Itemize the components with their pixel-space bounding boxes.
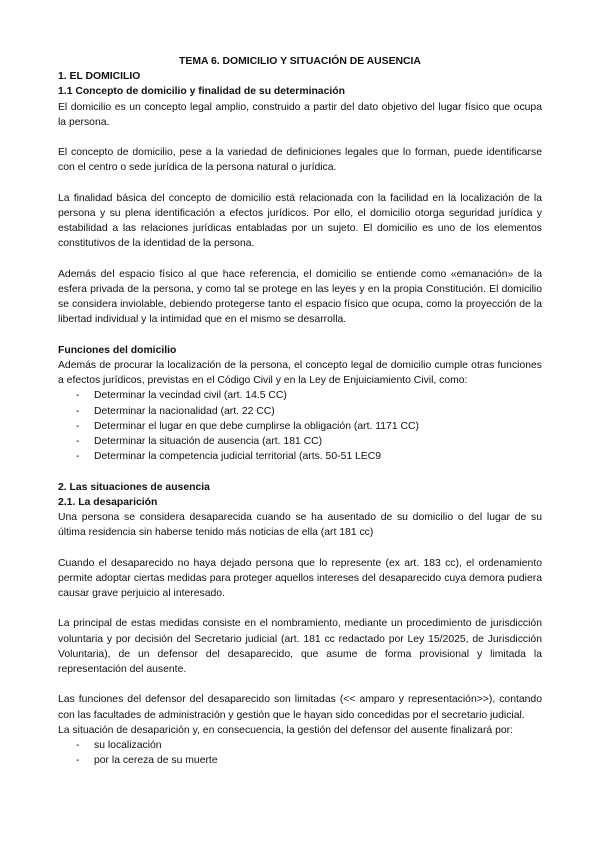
paragraph: Además del espacio físico al que hace referencia, el domicilio se entiende como «emanación» de la esfera privada de la persona, y como tal se protege en las leyes y en la propia Constitución. El domicilio se considera inviolable, debiendo protegerse tanto el espacio físico que ocupa, como la proyección de la libertad individual y la intimidad que en el mismo se desarrolla. bbox=[58, 268, 542, 326]
list-item: - Determinar la situación de ausencia (art. 181 CC) bbox=[58, 434, 542, 449]
list-item: - su localización bbox=[58, 738, 542, 753]
paragraph: Las funciones del defensor del desaparecido son limitadas (<< amparo y representación>>), contando con las facultades de administración y gestión que le hayan sido concedidas por el secretario judicial. bbox=[58, 694, 542, 721]
end-list bbox=[58, 738, 542, 768]
paragraph: La finalidad básica del concepto de domicilio está relacionada con la facilidad en la localización de la persona y su plena identificación a efectos jurídicos. Por ello, el domicilio otorga seguridad jurídica y estabilidad a las relaciones jurídicas entabladas por un sujeto. El domicilio es uno de los elementos constitutivos de la identidad de la persona. bbox=[58, 192, 542, 250]
list-item: - Determinar la vecindad civil (art. 14.5 CC) bbox=[58, 388, 542, 403]
document-title: TEMA 6. DOMICILIO Y SITUACIÓN DE AUSENCIA bbox=[179, 56, 421, 67]
funciones-intro: Además de procurar la localización de la persona, el concepto legal de domicilio cumple otras funciones a efectos jurídicos, previstas en el Código Civil y en la Ley de Enjuiciamiento Civil, como: bbox=[58, 360, 542, 387]
document-page bbox=[58, 54, 542, 768]
list-item: - Determinar el lugar en que debe cumplirse la obligación (art. 1171 CC) bbox=[58, 419, 542, 434]
section2-1-heading: 2.1. La desaparición bbox=[58, 496, 158, 508]
paragraph: El concepto de domicilio, pese a la variedad de definiciones legales que lo forman, puede identificarse con el centro o sede jurídica de la persona natural o jurídica. bbox=[58, 147, 542, 174]
list-item: - Determinar la competencia judicial territorial (arts. 50-51 LEC9 bbox=[58, 449, 542, 464]
list-item: - por la cereza de su muerte bbox=[58, 753, 542, 768]
list-item: - Determinar la nacionalidad (art. 22 CC) bbox=[58, 404, 542, 419]
paragraph: Cuando el desaparecido no haya dejado persona que lo represente (ex art. 183 cc), el ordenamiento permite adoptar ciertas medidas para proteger aquellos intereses del desaparecido cuya demora pudiera causar grave perjuicio al interesado. bbox=[58, 557, 542, 600]
paragraph: La principal de estas medidas consiste en el nombramiento, mediante un procedimiento de jurisdicción voluntaria y por decisión del Secretario judicial (art. 181 cc redactado por Ley 15/2025, de Jurisdicción Voluntaria), de un defensor del desaparecido, que asume de forma provisional y limitada la representación del ausente. bbox=[58, 618, 542, 676]
section2-heading: 2. Las situaciones de ausencia bbox=[58, 481, 210, 493]
paragraph: El domicilio es un concepto legal amplio, construido a partir del dato objetivo del lugar físico que ocupa la persona. bbox=[58, 101, 542, 128]
section1-heading: 1. EL DOMICILIO bbox=[58, 71, 141, 83]
paragraph: La situación de desaparición y, en consecuencia, la gestión del defensor del ausente finalizará por: bbox=[58, 724, 513, 736]
funciones-list bbox=[58, 388, 542, 464]
section1-1-heading: 1.1 Concepto de domicilio y finalidad de su determinación bbox=[58, 86, 345, 98]
funciones-heading: Funciones del domicilio bbox=[58, 344, 177, 356]
paragraph: Una persona se considera desaparecida cuando se ha ausentado de su domicilio o del lugar de su última residencia sin haberse tenido más noticias de ella (art 181 cc) bbox=[58, 512, 542, 539]
